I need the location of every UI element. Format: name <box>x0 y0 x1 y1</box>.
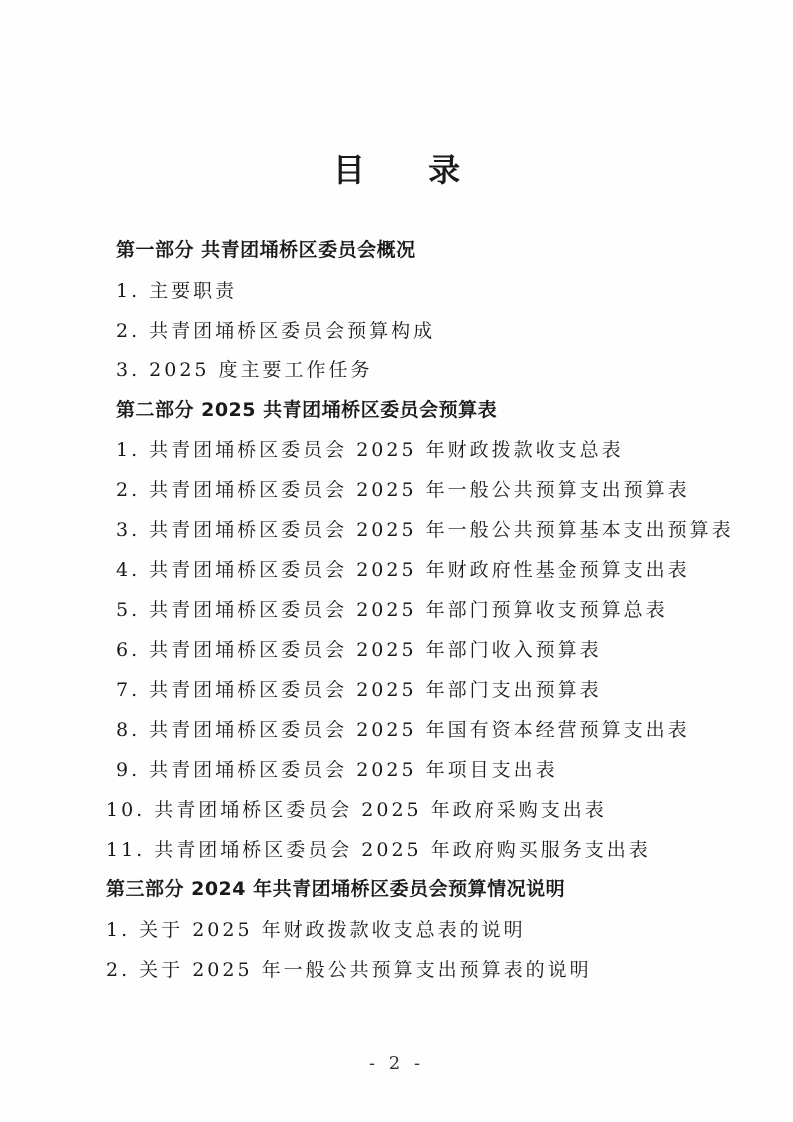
toc-item: 4. 共青团埇桥区委员会 2025 年财政府性基金预算支出表 <box>116 559 690 581</box>
toc-item: 7. 共青团埇桥区委员会 2025 年部门支出预算表 <box>116 679 602 701</box>
toc-item: 3. 共青团埇桥区委员会 2025 年一般公共预算基本支出预算表 <box>116 519 734 541</box>
page-number: - 2 - <box>368 1053 425 1074</box>
toc-item: 10. 共青团埇桥区委员会 2025 年政府采购支出表 <box>106 799 607 821</box>
page-title: 目 录 <box>332 151 487 189</box>
toc-item: 2. 关于 2025 年一般公共预算支出预算表的说明 <box>106 959 592 981</box>
toc-section-2: 第二部分 2025 共青团埇桥区委员会预算表 <box>116 399 498 421</box>
toc-item: 2. 共青团埇桥区委员会 2025 年一般公共预算支出预算表 <box>116 479 690 501</box>
toc-item: 3. 2025 度主要工作任务 <box>116 359 373 381</box>
toc-item: 2. 共青团埇桥区委员会预算构成 <box>116 320 436 342</box>
toc-section-1: 第一部分 共青团埇桥区委员会概况 <box>116 239 416 261</box>
toc-item: 8. 共青团埇桥区委员会 2025 年国有资本经营预算支出表 <box>116 719 690 741</box>
toc-item: 1. 关于 2025 年财政拨款收支总表的说明 <box>106 919 526 941</box>
toc-item: 1. 主要职责 <box>116 280 238 302</box>
toc-item: 1. 共青团埇桥区委员会 2025 年财政拨款收支总表 <box>116 439 624 461</box>
toc-section-3: 第三部分 2024 年共青团埇桥区委员会预算情况说明 <box>106 878 566 900</box>
toc-item: 5. 共青团埇桥区委员会 2025 年部门预算收支预算总表 <box>116 599 668 621</box>
toc-item: 11. 共青团埇桥区委员会 2025 年政府购买服务支出表 <box>106 839 651 861</box>
toc-item: 9. 共青团埇桥区委员会 2025 年项目支出表 <box>116 759 558 781</box>
toc-item: 6. 共青团埇桥区委员会 2025 年部门收入预算表 <box>116 639 602 661</box>
